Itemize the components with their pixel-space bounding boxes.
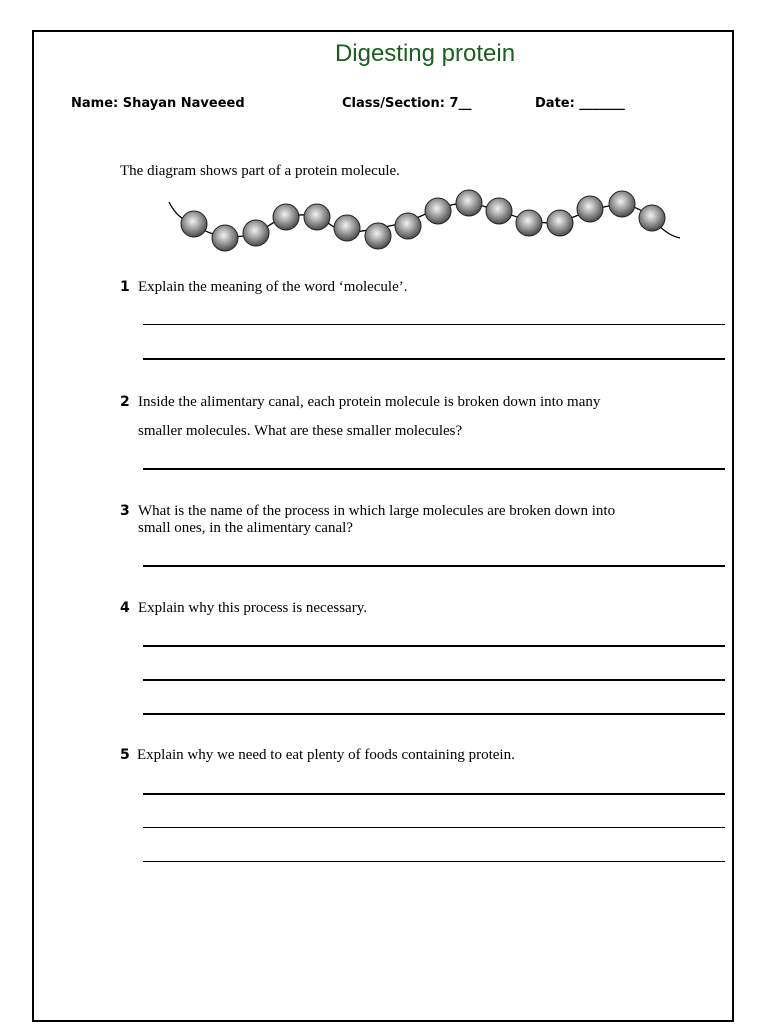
answer-line[interactable] bbox=[143, 827, 725, 828]
amino-acid-bead bbox=[639, 205, 665, 231]
question-5-text: Explain why we need to eat plenty of foods containing protein. bbox=[137, 747, 515, 763]
answer-line[interactable] bbox=[143, 358, 725, 360]
question-1-text: Explain the meaning of the word ‘molecule’. bbox=[138, 279, 408, 295]
intro-text: The diagram shows part of a protein molecule. bbox=[120, 163, 400, 179]
answer-line[interactable] bbox=[143, 861, 725, 862]
question-4-number: 4 bbox=[120, 600, 130, 616]
question-3-text-line-2: small ones, in the alimentary canal? bbox=[138, 520, 353, 536]
amino-acid-bead bbox=[547, 210, 573, 236]
page-title: Digesting protein bbox=[334, 40, 516, 67]
amino-acid-bead bbox=[577, 196, 603, 222]
question-3-number: 3 bbox=[120, 503, 130, 519]
amino-acid-bead bbox=[486, 198, 512, 224]
amino-acid-bead bbox=[609, 191, 635, 217]
amino-acid-bead bbox=[425, 198, 451, 224]
answer-line[interactable] bbox=[143, 565, 725, 567]
protein-molecule-diagram bbox=[160, 186, 690, 252]
answer-line[interactable] bbox=[143, 713, 725, 715]
answer-line[interactable] bbox=[143, 679, 725, 681]
amino-acid-bead bbox=[273, 204, 299, 230]
student-name: Name: Shayan Naveeed bbox=[71, 96, 245, 111]
amino-acid-bead bbox=[395, 213, 421, 239]
amino-acid-bead bbox=[365, 223, 391, 249]
amino-acid-bead bbox=[212, 225, 238, 251]
question-5-number: 5 bbox=[120, 747, 130, 763]
question-3-text-line-1: What is the name of the process in which large molecules are broken down into bbox=[138, 503, 616, 519]
question-1-number: 1 bbox=[120, 279, 130, 295]
answer-line[interactable] bbox=[143, 324, 725, 325]
amino-acid-beads bbox=[181, 190, 665, 251]
question-2-text-line-2: smaller molecules. What are these smaller molecules? bbox=[138, 423, 463, 439]
amino-acid-bead bbox=[304, 204, 330, 230]
question-4-text: Explain why this process is necessary. bbox=[138, 600, 367, 616]
class-section: Class/Section: 7__ bbox=[342, 96, 472, 111]
amino-acid-bead bbox=[243, 220, 269, 246]
answer-line[interactable] bbox=[143, 468, 725, 470]
amino-acid-bead bbox=[516, 210, 542, 236]
amino-acid-bead bbox=[334, 215, 360, 241]
answer-line[interactable] bbox=[143, 645, 725, 647]
question-2-number: 2 bbox=[120, 394, 130, 410]
answer-line[interactable] bbox=[143, 793, 725, 795]
question-2-text-line-1: Inside the alimentary canal, each protein molecule is broken down into many bbox=[138, 394, 601, 410]
date-field: Date: _______ bbox=[535, 96, 625, 111]
amino-acid-bead bbox=[181, 211, 207, 237]
amino-acid-bead bbox=[456, 190, 482, 216]
